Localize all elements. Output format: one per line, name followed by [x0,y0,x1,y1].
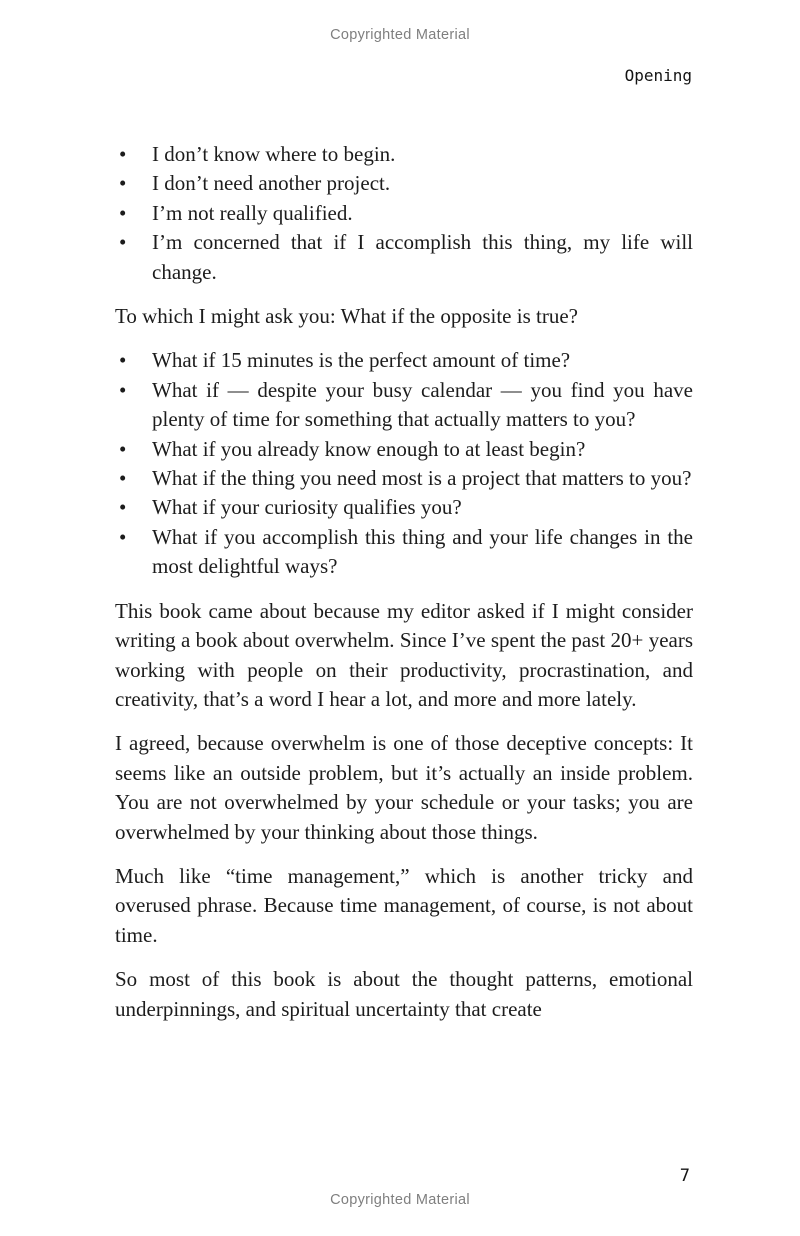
paragraph: Much like “time management,” which is another tricky and overused phrase. Because time management, of course, is not about time. [115,863,693,947]
bullet-marker: • [119,466,127,491]
bullet-list-what-ifs [115,346,693,581]
list-item [115,493,693,522]
bullet-list-doubts [115,140,693,287]
list-item [115,376,693,435]
list-item [115,199,693,228]
list-item-text: I don’t know where to begin. [152,142,396,166]
bullet-marker: • [119,142,127,166]
bullet-marker: • [119,200,127,225]
bullet-marker: • [119,230,127,255]
bullet-marker: • [119,524,127,549]
copyright-notice-bottom: Copyrighted Material [330,1192,470,1208]
paragraph: I agreed, because overwhelm is one of those deceptive concepts: It seems like an outside problem, but it’s actually an inside problem. You are not overwhelmed by your schedule or your tasks; you are overwhelmed by your thinking about those things. [115,731,693,844]
copyright-notice-top: Copyrighted Material [330,27,470,43]
paragraph: This book came about because my editor asked if I might consider writing a book about overwhelm. Since I’ve spent the past 20+ years working with people on their productivity, procrastination, and creativity, that’s a word I hear a lot, and more and more lately. [115,598,693,711]
list-item-text: I’m not really qualified. [152,200,353,225]
list-item [115,169,693,198]
list-item-text: I don’t need another project. [152,171,391,196]
list-item [115,435,693,464]
list-item [115,523,693,582]
bullet-marker: • [119,436,127,461]
list-item [115,464,693,493]
list-item-text: What if you already know enough to at least begin? [152,436,586,461]
running-header: Opening [624,66,692,85]
list-item-text: What if — despite your busy calendar — you find you have plenty of time for something that actually matters to you? [152,377,693,432]
bullet-marker: • [119,171,127,196]
list-item [115,346,693,375]
page-body [115,140,693,1039]
bullet-marker: • [119,377,127,402]
list-item [115,140,693,169]
list-item-text: What if you accomplish this thing and your life changes in the most delightful ways? [152,524,693,579]
list-item-text: I’m concerned that if I accomplish this thing, my life will change. [152,230,693,284]
list-item [115,228,693,287]
bullet-marker: • [119,348,127,373]
paragraph-lead-question: To which I might ask you: What if the opposite is true? [115,304,578,329]
bullet-marker: • [119,495,127,520]
page-number: 7 [679,1166,690,1186]
paragraph: So most of this book is about the thought patterns, emotional underpinnings, and spiritual uncertainty that create [115,967,693,1021]
list-item-text: What if 15 minutes is the perfect amount of time? [152,348,571,373]
list-item-text: What if your curiosity qualifies you? [152,495,462,520]
list-item-text: What if the thing you need most is a project that matters to you? [152,466,692,491]
